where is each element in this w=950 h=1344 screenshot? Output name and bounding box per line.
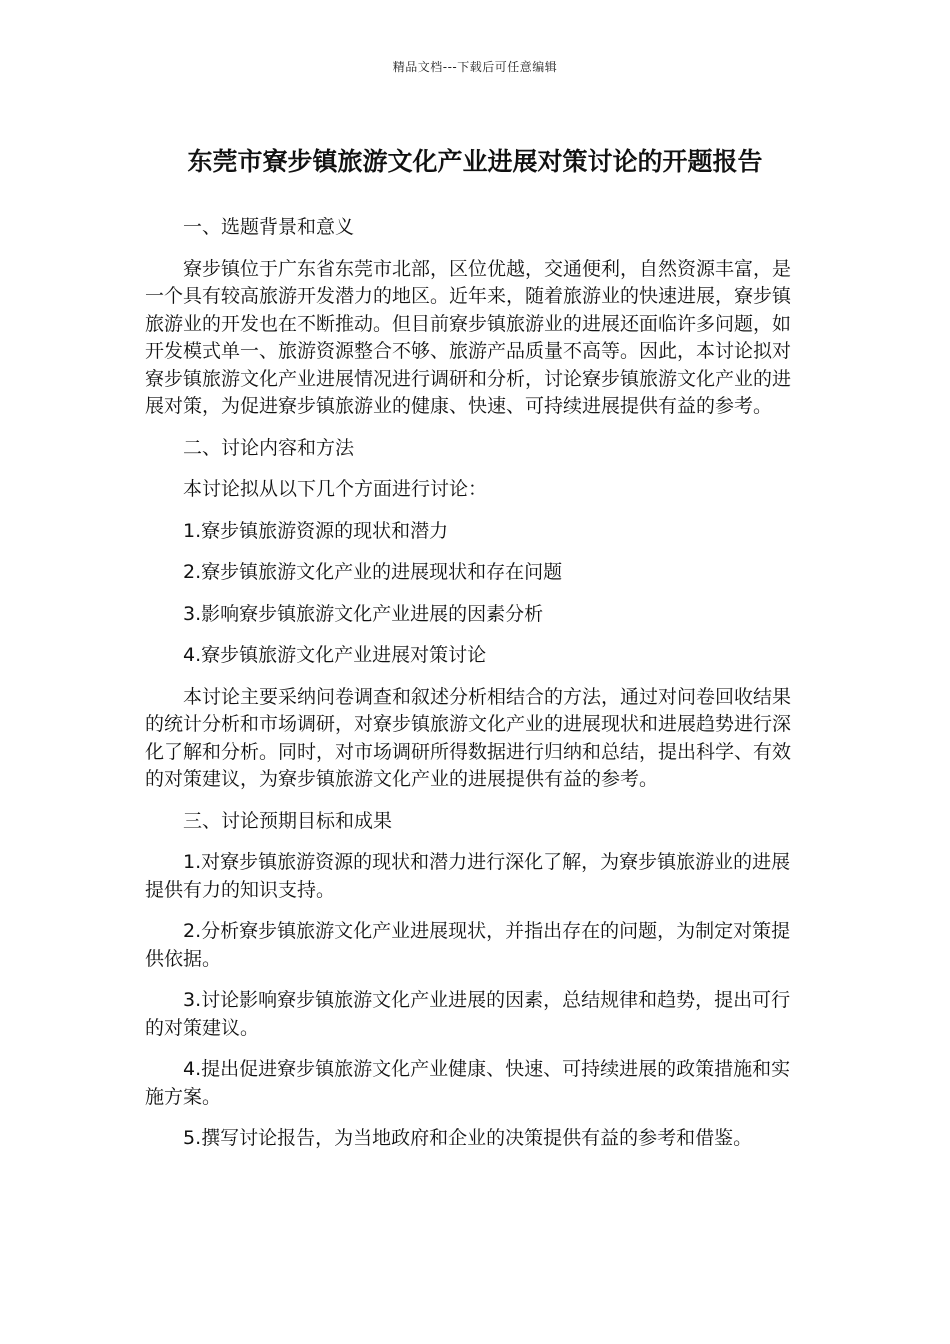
document-watermark: 精品文档---下载后可任意编辑 (392, 60, 558, 74)
section-heading-content-method: 二、讨论内容和方法 (183, 436, 355, 459)
goal-list-item: 3.讨论影响寮步镇旅游文化产业进展的因素，总结规律和趋势，提出可行的对策建议。 (145, 989, 791, 1039)
goal-list-item: 2.分析寮步镇旅游文化产业进展现状，并指出存在的问题，为制定对策提供依据。 (145, 920, 791, 970)
content-list-item: 4.寮步镇旅游文化产业进展对策讨论 (183, 644, 487, 666)
method-paragraph: 本讨论主要采纳问卷调查和叙述分析相结合的方法，通过对问卷回收结果的统计分析和市场调研，对寮步镇旅游文化产业的进展现状和进展趋势进行深化了解和分析。同时，对市场调研所得数据进行归纳和总结，提出科学、有效的对策建议，为寮步镇旅游文化产业的进展提供有益的参考。 (145, 685, 792, 790)
goal-list-item: 1.对寮步镇旅游资源的现状和潜力进行深化了解，为寮步镇旅游业的进展提供有力的知识支持。 (145, 851, 791, 901)
document-title: 东莞市寮步镇旅游文化产业进展对策讨论的开题报告 (187, 147, 763, 176)
document-body (145, 214, 801, 1167)
content-list-item: 1.寮步镇旅游资源的现状和潜力 (183, 519, 449, 542)
goal-list-item: 5.撰写讨论报告，为当地政府和企业的决策提供有益的参考和借鉴。 (183, 1127, 753, 1149)
content-list-item: 3.影响寮步镇旅游文化产业进展的因素分析 (183, 602, 544, 625)
section-heading-background: 一、选题背景和意义 (183, 216, 355, 238)
section-heading-goals: 三、讨论预期目标和成果 (183, 809, 393, 832)
content-list-item: 2.寮步镇旅游文化产业的进展现状和存在问题 (183, 561, 563, 583)
goal-list-item: 4.提出促进寮步镇旅游文化产业健康、快速、可持续进展的政策措施和实施方案。 (145, 1058, 791, 1108)
background-paragraph: 寮步镇位于广东省东莞市北部，区位优越，交通便利，自然资源丰富，是一个具有较高旅游开发潜力的地区。近年来，随着旅游业的快速进展，寮步镇旅游业的开发也在不断推动。但目前寮步镇旅游业的进展还面临许多问题，如开发模式单一、旅游资源整合不够、旅游产品质量不高等。因此，本讨论拟对寮步镇旅游文化产业进展情况进行调研和分析，讨论寮步镇旅游文化产业的进展对策，为促进寮步镇旅游业的健康、快速、可持续进展提供有益的参考。 (145, 257, 792, 417)
content-intro-paragraph: 本讨论拟从以下几个方面进行讨论： (183, 478, 488, 500)
